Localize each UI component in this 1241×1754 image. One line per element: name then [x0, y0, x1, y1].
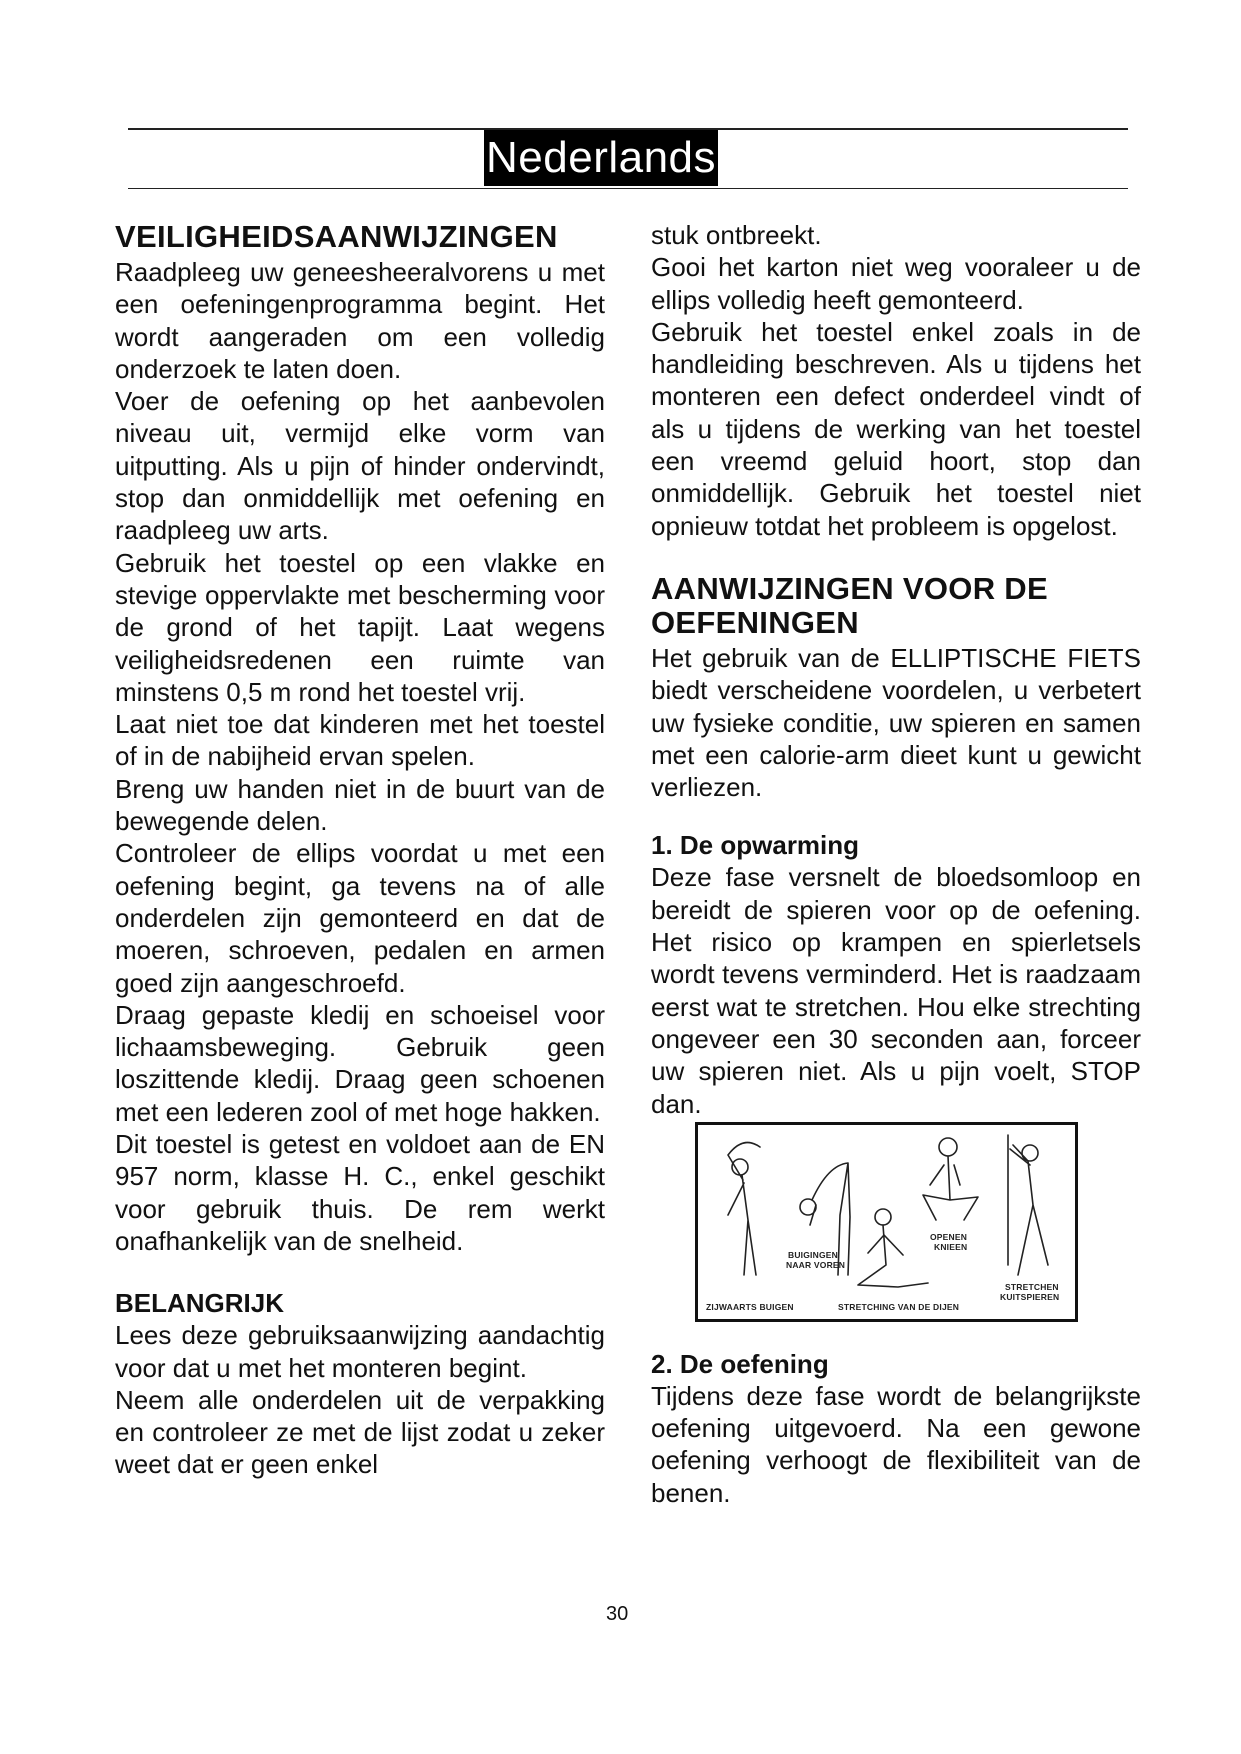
- safety-paragraph: Draag gepaste kledij en schoeisel voor lichaamsbeweging. Gebruik geen loszittende kledij. Draag geen schoenen met een lederen zool of met hoge hakken.: [115, 999, 605, 1127]
- page-number: 30: [606, 1603, 629, 1625]
- safety-paragraph: Dit toestel is getest en voldoet aan de EN 957 norm, klasse H. C., enkel geschikt voor gebruik thuis. De rem werkt onafhankelijk van de snelheid.: [115, 1129, 605, 1256]
- important-paragraph: Lees deze gebruiksaanwijzing aandachtig voor dat u met het monteren begint.: [115, 1320, 605, 1383]
- right-column: [651, 219, 1141, 1509]
- spacer: [651, 803, 1141, 829]
- label-thigh-stretch: STRETCHING VAN DE DIJEN: [838, 1301, 960, 1312]
- safety-paragraph: Breng uw handen niet in de buurt van de bewegende delen.: [115, 773, 605, 837]
- continued-paragraph: Gooi het karton niet weg vooraleer u de ellips volledig heeft gemonteerd.: [651, 252, 1141, 315]
- label-knees-1: OPENEN: [930, 1231, 968, 1242]
- language-title: Nederlands: [484, 130, 718, 186]
- left-column: [115, 220, 605, 1481]
- safety-paragraph: Laat niet toe dat kinderen met het toestel of in de nabijheid ervan spelen.: [115, 709, 605, 772]
- spacer: [115, 1257, 605, 1287]
- safety-paragraph: Gebruik het toestel op een vlakke en stevige oppervlakte met bescherming voor de grond of het tapijt. Laat wegens veiligheidsredenen een ruimte van minstens 0,5 m rond het toestel vrij.: [115, 547, 605, 707]
- label-forward-bend-1: BUIGINGEN: [788, 1249, 838, 1260]
- important-paragraph: Neem alle onderdelen uit de verpakking en controleer ze met de lijst zodat u zeker weet dat er geen enkel: [115, 1384, 605, 1480]
- label-calf-2: KUITSPIEREN: [1000, 1291, 1060, 1302]
- safety-heading: VEILIGHEIDSAANWIJZINGEN: [115, 219, 558, 254]
- label-side-bend: ZIJWAARTS BUIGEN: [706, 1301, 794, 1312]
- exercise2-text: Tijdens deze fase wordt de belangrijkste oefening uitgevoerd. Na een gewone oefening verhoogt de flexibiliteit van de benen.: [651, 1380, 1141, 1508]
- label-knees-2: KNIEEN: [934, 1241, 968, 1252]
- stretching-illustration: [695, 1122, 1078, 1322]
- exercise-intro: Het gebruik van de ELLIPTISCHE FIETS biedt verscheidene voordelen, u verbetert uw fysieke conditie, uw spieren en samen met een calorie-arm dieet kunt u gewicht verliezen.: [651, 642, 1141, 803]
- safety-paragraph: Raadpleeg uw geneesheeralvorens u met een oefeningenprogramma begint. Het wordt aangeraden om een volledig onderzoek te laten doen.: [115, 257, 605, 384]
- important-heading: BELANGRIJK: [115, 1288, 285, 1319]
- continued-paragraph: Gebruik het toestel enkel zoals in de handleiding beschreven. Als u tijdens het monteren een defect onderdeel vindt of als u tijdens de werking van het toestel een vreemd geluid hoort, stop dan onmiddellijk. Gebruik het toestel niet opnieuw totdat het probleem is opgelost.: [651, 316, 1141, 541]
- continued-paragraph: stuk ontbreekt.: [651, 220, 822, 250]
- safety-paragraph: Controleer de ellips voordat u met een oefening begint, ga tevens na of alle onderdelen zijn gemonteerd en dat de moeren, schroeven, pedalen en armen goed zijn aangeschroefd.: [115, 838, 605, 998]
- spacer: [651, 1322, 1141, 1348]
- warmup-heading: 1. De opwarming: [651, 830, 860, 861]
- header-rule-bottom: [128, 188, 1128, 189]
- safety-paragraph: Voer de oefening op het aanbevolen niveau uit, vermijd elke vorm van uitputting. Als u pijn of hinder ondervindt, stop dan onmiddellijk met oefening en raadpleeg uw arts.: [115, 386, 605, 546]
- label-forward-bend-2: NAAR VOREN: [786, 1259, 846, 1270]
- exercise-heading: AANWIJZINGEN VOOR DE OEFENINGEN: [651, 570, 1048, 640]
- warmup-text: Deze fase versnelt de bloedsomloop en bereidt de spieren voor op de oefening. Het risico op krampen en spierletsels wordt tevens verminderd. Het is raadzaam eerst wat te stretchen. Hou elke strechting ongeveer een 30 seconden aan, forceer uw spieren niet. Als u pijn voelt, STOP dan.: [651, 862, 1141, 1119]
- exercise2-heading: 2. De oefening: [651, 1348, 829, 1379]
- label-calf-1: STRETCHEN: [1005, 1281, 1059, 1292]
- spacer: [651, 542, 1141, 572]
